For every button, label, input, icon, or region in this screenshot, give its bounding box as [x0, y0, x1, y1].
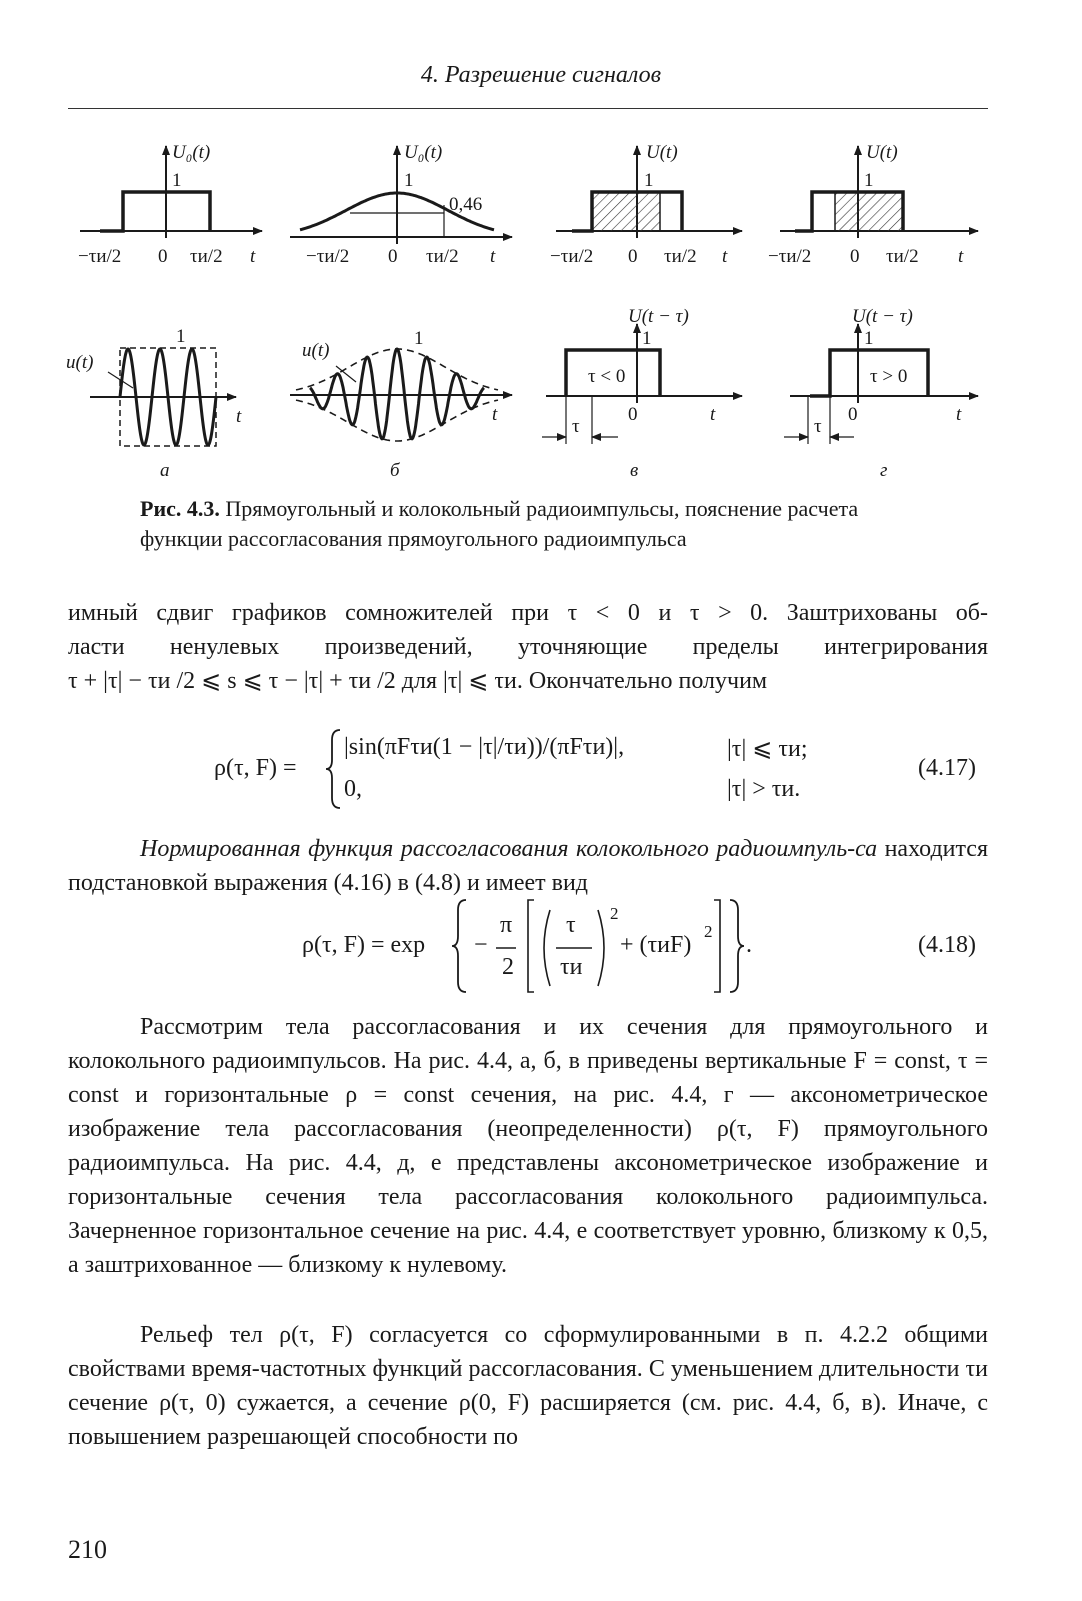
- panel-d-bottom-t: t: [956, 404, 962, 425]
- eq418-square-2: 2: [704, 922, 713, 941]
- panel-d-inside-label: τ > 0: [870, 366, 908, 387]
- panel-d-tick-t: t: [958, 246, 964, 267]
- eq418-tail: .: [746, 932, 752, 958]
- panel-c-bottom: [542, 306, 742, 481]
- eq418-tau-i: τи: [560, 954, 583, 980]
- panel-d-bottom-zero: 0: [848, 404, 858, 425]
- panel-b-bottom-one: 1: [414, 328, 424, 349]
- panel-d-bottom-ylabel: U(t − τ): [852, 306, 913, 327]
- panel-a-letter: а: [160, 460, 170, 481]
- eq417-number: (4.17): [918, 755, 976, 781]
- caption-text: Прямоугольный и колокольный радиоимпульсы, пояснение расчета функции рассогласования прямоугольного радиоимпульса: [140, 496, 859, 551]
- eq418-lhs: ρ(τ, F) = exp: [302, 932, 426, 958]
- panel-a-top-ylabel: U₀(t): [172, 142, 211, 163]
- eq417-lhs: ρ(τ, F) =: [214, 755, 297, 781]
- header-rule: [68, 108, 988, 109]
- caption-label: Рис. 4.3.: [140, 496, 220, 521]
- eq417-case-1: |sin(πFτи(1 − |τ|/τи))/(πFτи)|,: [344, 734, 625, 760]
- panel-c-letter: в: [630, 460, 639, 481]
- paragraph-2-term: Нормированная функция рассогласования колокольного радиоимпуль-са: [140, 836, 878, 862]
- panel-d-bottom-one: 1: [864, 328, 874, 349]
- eq417-brace: [324, 728, 344, 810]
- running-header: 4. Разрешение сигналов: [420, 62, 662, 88]
- paragraph-2: [68, 832, 988, 900]
- panel-a-tick-pos: τи/2: [190, 246, 223, 267]
- panel-a-tick-neg: −τи/2: [78, 246, 122, 267]
- panel-b-bottom: [290, 328, 512, 481]
- panel-b-tick-t: t: [490, 246, 496, 267]
- panel-c-tick-t: t: [722, 246, 728, 267]
- panel-a-bottom-t: t: [236, 406, 242, 427]
- panel-b-letter: б: [390, 460, 400, 481]
- panel-c-bottom-one: 1: [642, 328, 652, 349]
- eq417-cond-2: |τ| > τи.: [727, 776, 801, 802]
- panel-b-top-one: 1: [404, 170, 414, 191]
- paragraph-1: [68, 596, 988, 698]
- panel-b-top: [290, 142, 512, 267]
- panel-c-top-one: 1: [644, 170, 654, 191]
- panel-c-bottom-t: t: [710, 404, 716, 425]
- panel-c-bottom-ylabel: U(t − τ): [628, 306, 689, 327]
- panel-d-top-ylabel: U(t): [866, 142, 898, 163]
- page-number: 210: [68, 1535, 107, 1564]
- panel-c-inside-label: τ < 0: [588, 366, 626, 387]
- paragraph-2-rest: находится подстановкой выражения (4.16) в (4.8) и имеет вид: [68, 836, 988, 896]
- panel-c-bottom-zero: 0: [628, 404, 638, 425]
- panel-a-top-one: 1: [172, 170, 182, 191]
- panel-b-top-ylabel: U₀(t): [404, 142, 443, 163]
- panel-d-bottom: [784, 306, 978, 481]
- panel-c-tau-label: τ: [572, 416, 580, 437]
- panel-a-top: [78, 142, 262, 267]
- panel-a-bottom: [66, 326, 242, 481]
- panel-a-bottom-one: 1: [176, 326, 186, 347]
- panel-a-tick-zero: 0: [158, 246, 168, 267]
- panel-a-tick-t: t: [250, 246, 256, 267]
- panel-d-tau-label: τ: [814, 416, 822, 437]
- eq418-square: 2: [610, 904, 619, 923]
- panel-c-tick-zero: 0: [628, 246, 638, 267]
- eq418-pi: π: [500, 912, 513, 938]
- eq418-plus-term: + (τиF): [620, 932, 692, 958]
- panel-d-tick-neg: −τи/2: [768, 246, 812, 267]
- figure-caption: [140, 494, 940, 554]
- eq418-tau: τ: [566, 912, 576, 938]
- paragraph-1-line-3: τ + |τ| − τи /2 ⩽ s ⩽ τ − |τ| + τи /2 для |τ| ⩽ τи. Окончательно получим: [68, 668, 768, 694]
- eq418-number: (4.18): [918, 932, 976, 958]
- eq418-minus: −: [474, 932, 488, 958]
- panel-d-tick-zero: 0: [850, 246, 860, 267]
- paragraph-1-line-2: ласти ненулевых произведений, уточняющие пределы интегрирования: [68, 634, 988, 660]
- panel-b-tick-zero: 0: [388, 246, 398, 267]
- panel-b-bottom-t: t: [492, 404, 498, 425]
- panel-d-top-one: 1: [864, 170, 874, 191]
- figure-4-3: [0, 120, 1082, 490]
- paragraph-4: Рельеф тел ρ(τ, F) согласуется со сформулированными в п. 4.2.2 общими свойствами время-частотных функций рассогласования. С уменьшением длительности τи сечение ρ(τ, 0) сужается, а сечение ρ(0, F) расширяется (см. рис. 4.4, б, в). Иначе, с повышением разрешающей способности по: [68, 1322, 988, 1450]
- panel-c-tick-pos: τи/2: [664, 246, 697, 267]
- panel-c-tick-neg: −τи/2: [550, 246, 594, 267]
- eq417-cond-1: |τ| ⩽ τи;: [727, 736, 808, 762]
- panel-b-bottom-ylabel: u(t): [302, 340, 330, 361]
- paragraph-1-line-1: имный сдвиг графиков сомножителей при τ < 0 и τ > 0. Заштрихованы об-: [68, 600, 988, 626]
- eq418-two: 2: [502, 954, 514, 980]
- panel-b-level-label: 0,46: [449, 194, 483, 215]
- panel-c-top: [550, 142, 742, 267]
- panel-d-top: [768, 142, 978, 267]
- paragraph-3: Рассмотрим тела рассогласования и их сечения для прямоугольного и колокольного радиоимпульсов. На рис. 4.4, а, б, в приведены вертикальные F = const, τ = const и горизонтальные ρ = const сечения, на рис. 4.4, г — аксонометрическое изображение тела рассогласования (неопределенности) ρ(τ, F) прямоугольного радиоимпульса. На рис. 4.4, д, е представлены аксонометрическое изображение и горизонтальные сечения тела рассогласования колокольного радиоимпульса. Зачерненное горизонтальное сечение на рис. 4.4, е соответствует уровню, близкому к 0,5, а заштрихованное — близкому к нулевому.: [68, 1014, 988, 1278]
- panel-b-tick-pos: τи/2: [426, 246, 459, 267]
- eq417-case-2: 0,: [344, 776, 362, 802]
- panel-d-tick-pos: τи/2: [886, 246, 919, 267]
- panel-d-letter: г: [880, 460, 888, 481]
- panel-a-bottom-ylabel: u(t): [66, 352, 94, 373]
- panel-b-tick-neg: −τи/2: [306, 246, 350, 267]
- panel-c-top-ylabel: U(t): [646, 142, 678, 163]
